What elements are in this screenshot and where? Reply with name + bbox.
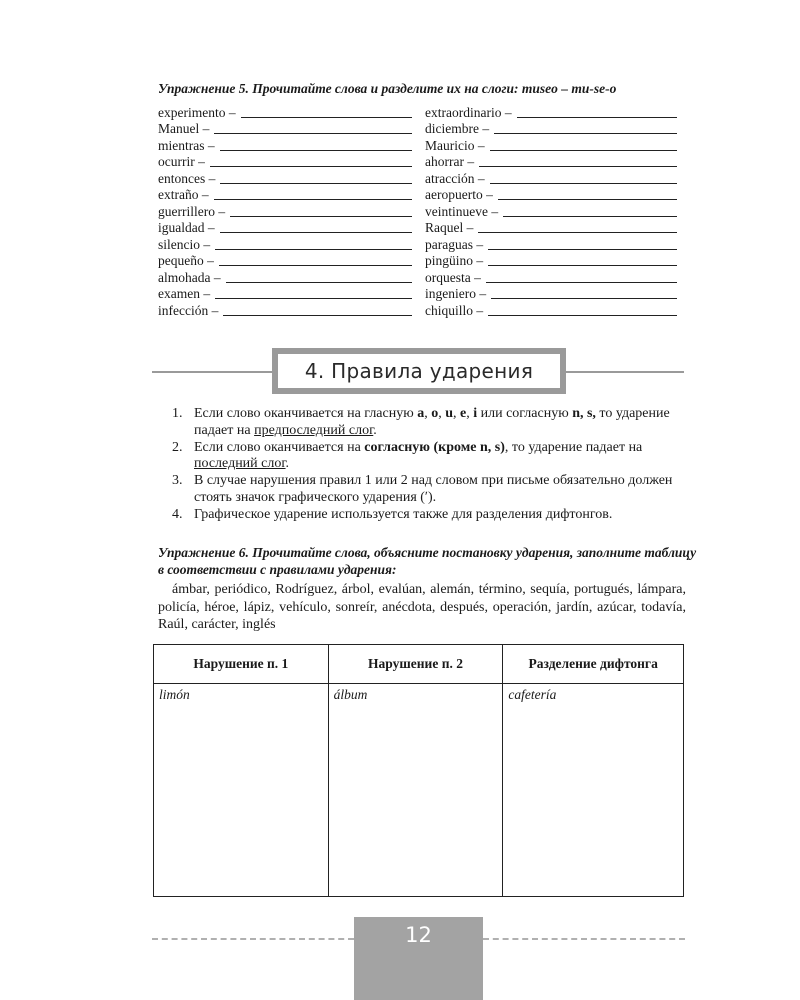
word-row — [425, 220, 677, 237]
word-row — [158, 253, 412, 270]
word-row — [158, 302, 412, 319]
word-label: aeropuerto – — [425, 187, 493, 202]
word-label: Manuel – — [158, 121, 210, 136]
rule-item: 3. В случае нарушения правил 1 или 2 над словом при письме обязательно должен стоять значок графического ударения (ʹ). — [172, 473, 673, 505]
answer-line — [503, 216, 677, 217]
word-label: silencio – — [158, 236, 211, 252]
word-row — [158, 220, 412, 237]
table-row — [154, 684, 684, 897]
word-label: mientras – — [158, 137, 215, 153]
footer-dash-right — [483, 938, 685, 940]
answer-line — [486, 282, 677, 283]
exercise-6-word-list: ámbar, periódico, Rodríguez, árbol, evalúan, alemán, término, sequía, portugués, lámpara, policía, héroe, lápiz, vehículo, sonreír, anécdota, después, operación, jardín, azúcar, todavía, Raúl, carácter, inglés — [158, 582, 686, 632]
table-cell: limón — [154, 684, 329, 897]
exercise-6-title: Упражнение 6. Прочитайте слова, объясните постановку ударения, заполните таблицу в соответствии с правилами ударения: — [158, 545, 697, 577]
word-row — [425, 137, 677, 154]
answer-line — [490, 150, 677, 151]
word-label: ahorrar – — [425, 154, 475, 169]
answer-line — [219, 265, 412, 266]
stress-table — [153, 644, 684, 897]
word-label: veintinueve – — [425, 203, 499, 219]
word-row — [425, 104, 677, 121]
page-number-box — [354, 917, 483, 1000]
word-row — [425, 236, 677, 253]
word-row — [158, 187, 412, 204]
answer-line — [488, 265, 677, 266]
word-column-right — [425, 104, 677, 319]
section-heading-box — [272, 348, 566, 394]
word-row — [158, 121, 412, 138]
word-row — [425, 154, 677, 171]
word-column-left — [158, 104, 412, 319]
answer-line — [214, 199, 412, 200]
rule-item: 2. Если слово оканчивается на согласную (кроме n, s), то ударение падает на последний слог. — [172, 439, 643, 471]
word-label: ingeniero – — [425, 286, 487, 301]
answer-line — [220, 183, 412, 184]
footer-dash-left — [152, 938, 354, 940]
page-number: 12 — [405, 923, 432, 947]
answer-line — [478, 232, 677, 233]
answer-line — [241, 117, 412, 118]
word-row — [425, 286, 677, 303]
word-row — [425, 203, 677, 220]
answer-line — [488, 249, 677, 250]
word-label: extraño – — [158, 187, 209, 202]
word-label: guerrillero – — [158, 203, 226, 219]
answer-line — [215, 249, 412, 250]
word-row — [425, 302, 677, 319]
answer-line — [215, 298, 412, 299]
word-label: entonces – — [158, 170, 216, 186]
answer-line — [479, 166, 677, 167]
answer-line — [488, 315, 677, 316]
word-label: ocurrir – — [158, 154, 205, 169]
answer-line — [230, 216, 412, 217]
word-row — [158, 203, 412, 220]
word-row — [158, 286, 412, 303]
heading-rule-left — [152, 371, 272, 373]
word-label: pequeño – — [158, 253, 214, 268]
rule-item: 4. Графическое ударение используется также для разделения дифтонгов. — [172, 506, 613, 522]
answer-line — [517, 117, 677, 118]
column-header: Разделение дифтонга — [503, 645, 684, 684]
word-label: diciembre – — [425, 121, 490, 136]
answer-line — [498, 199, 677, 200]
table-header-row — [154, 645, 684, 684]
word-label: orquesta – — [425, 269, 481, 285]
word-label: Mauricio – — [425, 137, 485, 153]
rule-item: 1. Если слово оканчивается на гласную a, o, u, e, i или согласную n, s, то ударение падает на предпоследний слог. — [172, 406, 670, 438]
word-label: igualdad – — [158, 220, 215, 235]
word-label: experimento – — [158, 104, 236, 120]
word-label: atracción – — [425, 170, 485, 186]
column-header: Нарушение п. 2 — [328, 645, 503, 684]
answer-line — [223, 315, 412, 316]
word-row — [158, 137, 412, 154]
rules-list — [172, 406, 692, 524]
word-label: pingüino – — [425, 253, 484, 268]
column-header: Нарушение п. 1 — [154, 645, 329, 684]
answer-line — [490, 183, 677, 184]
word-row — [425, 187, 677, 204]
word-row — [425, 253, 677, 270]
answer-line — [491, 298, 677, 299]
word-row — [158, 236, 412, 253]
answer-line — [210, 166, 412, 167]
word-label: almohada – — [158, 269, 221, 285]
word-row — [158, 170, 412, 187]
answer-line — [494, 133, 677, 134]
word-row — [158, 154, 412, 171]
word-row — [158, 104, 412, 121]
table-cell: álbum — [328, 684, 503, 897]
word-label: examen – — [158, 286, 211, 301]
exercise-5-title: Упражнение 5. Прочитайте слова и разделите их на слоги: museo – mu-se-o — [158, 81, 617, 96]
table-cell: cafetería — [503, 684, 684, 897]
word-row — [425, 170, 677, 187]
answer-line — [220, 232, 412, 233]
word-label: extraordinario – — [425, 104, 512, 120]
section-heading: 4. Правила ударения — [304, 359, 534, 383]
answer-line — [226, 282, 412, 283]
word-label: chiquillo – — [425, 302, 484, 318]
word-label: Raquel – — [425, 220, 474, 235]
word-row — [425, 269, 677, 286]
answer-line — [220, 150, 412, 151]
heading-rule-right — [566, 371, 684, 373]
word-label: paraguas – — [425, 236, 484, 252]
word-label: infección – — [158, 302, 219, 318]
answer-line — [214, 133, 412, 134]
word-row — [158, 269, 412, 286]
word-row — [425, 121, 677, 138]
